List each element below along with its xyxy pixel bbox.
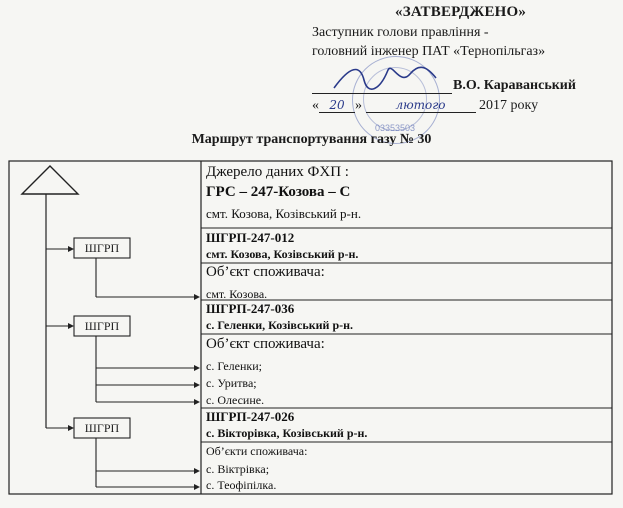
consumer-item: с. Геленки; <box>206 359 262 373</box>
consumers-label: Об’єкт споживача: <box>206 336 325 352</box>
consumer-item: смт. Козова. <box>206 287 268 301</box>
node-box-label: ШГРП <box>84 241 120 255</box>
node-name: ШГРП-247-012 <box>206 230 295 245</box>
consumer-item: с. Теофіпілка. <box>206 478 277 492</box>
route-title: Маршрут транспортування газу № 30 <box>191 132 432 147</box>
signature-line <box>312 93 452 94</box>
date-month: лютого <box>366 98 476 113</box>
approval-signer: В.О. Караванський <box>453 78 576 93</box>
node-box-label: ШГРП <box>84 421 120 435</box>
source-label: Джерело даних ФХП : <box>206 164 349 180</box>
date-quote-open: « <box>312 98 319 113</box>
route-diagram <box>8 160 614 496</box>
approval-title: «ЗАТВЕРДЖЕНО» <box>395 4 527 20</box>
node-location: с. Геленки, Козівський р-н. <box>206 318 354 332</box>
node-name: ШГРП-247-026 <box>206 409 295 424</box>
gas-source-triangle-icon <box>22 166 78 194</box>
date-year: 2017 року <box>479 98 539 113</box>
consumer-item: с. Олесине. <box>206 393 265 407</box>
node-name: ШГРП-247-036 <box>206 301 295 316</box>
stamp-code: 03353503 <box>375 123 416 133</box>
node-location: с. Вікторівка, Козівський р-н. <box>206 426 368 440</box>
consumers-label: Об’єкти споживача: <box>206 444 308 458</box>
approval-position-line-1: Заступник голови правління - <box>312 25 489 40</box>
consumer-item: с. Уритва; <box>206 376 257 390</box>
approval-date <box>312 98 538 114</box>
node-box-label: ШГРП <box>84 319 120 333</box>
consumers-label: Об’єкт споживача: <box>206 264 325 280</box>
node-location: смт. Козова, Козівський р-н. <box>206 247 359 261</box>
signature-icon <box>330 60 440 96</box>
consumer-item: с. Віктрівка; <box>206 462 270 476</box>
date-day: 20 <box>319 98 355 113</box>
source-name: ГРС – 247-Козова – С <box>206 184 351 200</box>
source-location: смт. Козова, Козівський р-н. <box>206 206 362 221</box>
date-quote-close: » <box>355 98 362 113</box>
approval-position-line-2: головний інженер ПАТ «Тернопільгаз» <box>312 44 546 59</box>
